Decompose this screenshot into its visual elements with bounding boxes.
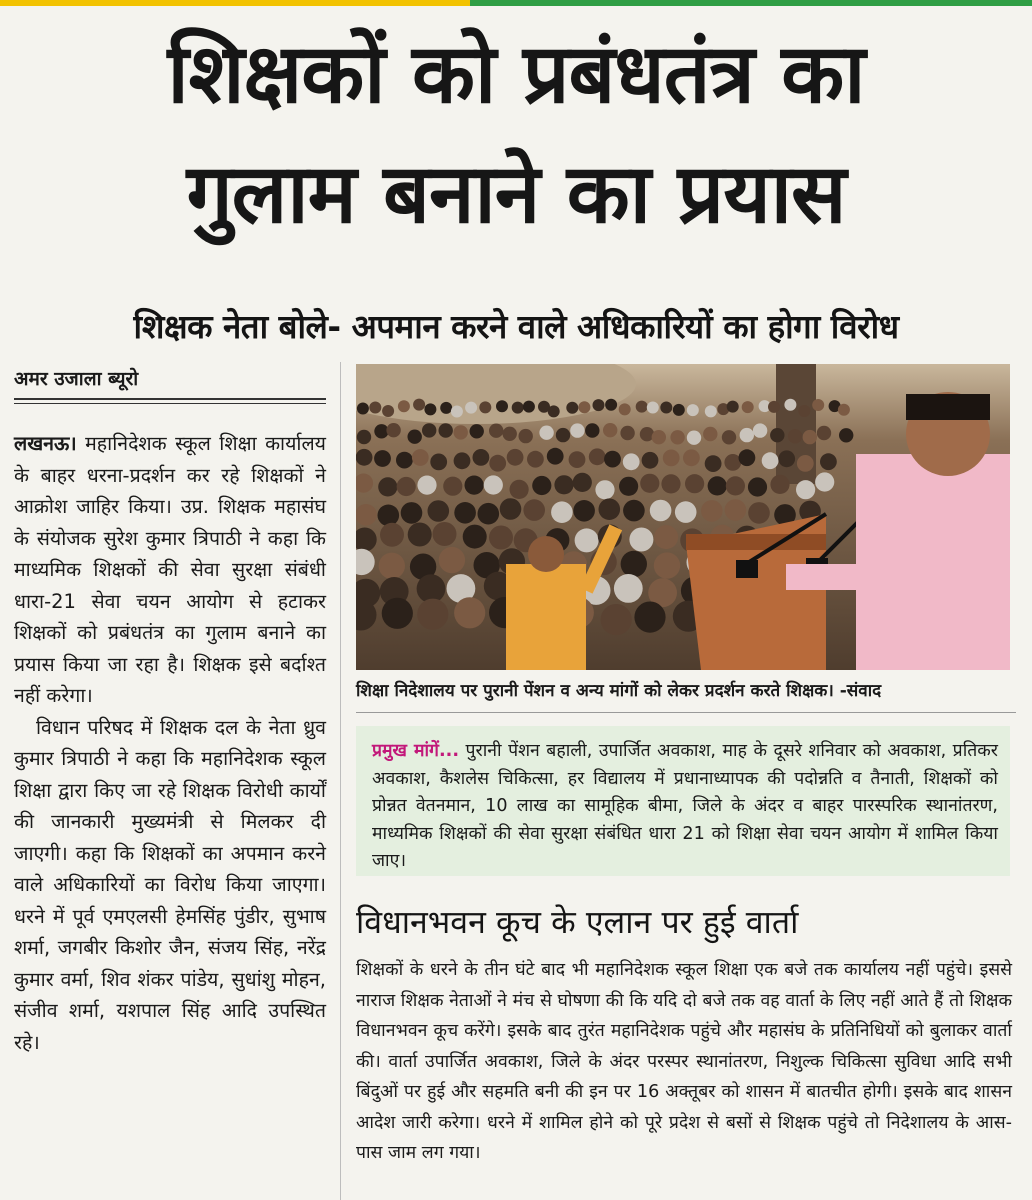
- right-subheading: विधानभवन कूच के एलान पर हुई वार्ता: [356, 903, 799, 941]
- demands-box: [356, 726, 1010, 876]
- demands-label: प्रमुख मांगें...: [372, 741, 459, 761]
- photo-caption: शिक्षा निदेशालय पर पुरानी पेंशन व अन्य मांगों को लेकर प्रदर्शन करते शिक्षक। -संवाद: [356, 681, 882, 701]
- byline: अमर उजाला ब्यूरो: [14, 368, 139, 390]
- dateline: लखनऊ।: [14, 432, 77, 455]
- right-paragraph: शिक्षकों के धरने के तीन घंटे बाद भी महानिदेशक स्कूल शिक्षा एक बजे तक कार्यालय नहीं पहुंचे। इससे नाराज शिक्षक नेताओं ने मंच से घोषणा की कि यदि दो बजे तक वह वार्ता के लिए नहीं आते हैं तो शिक्षक विधानभवन कूच करेंगे। इसके बाद तुरंत महानिदेशक पहुंचे और महासंघ के प्रतिनिधियों को बुलाकर वार्ता की। वार्ता उपार्जित अवकाश, जिले के अंदर परस्पर स्थानांतरण, निशुल्क चिकित्सा सुविधा आदि सभी बिंदुओं पर हुई और सहमति बनी की इन पर 16 अक्तूबर को शासन में बातचीत होगी। इसके बाद शासन आदेश जारी करेगा। धरने में शामिल होने को पूरे प्रदेश से बसों से शिक्षक पहुंचे तो निदेशालय के आस-पास जाम लग गया।: [356, 960, 1012, 1163]
- byline-rule: [14, 398, 326, 400]
- top-color-bar: [0, 0, 1032, 6]
- right-article-body: [356, 955, 1012, 1169]
- column-divider: [340, 362, 341, 1200]
- subheadline: शिक्षक नेता बोले- अपमान करने वाले अधिकारियों का होगा विरोध: [133, 307, 899, 346]
- demands-text: पुरानी पेंशन बहाली, उपार्जित अवकाश, माह के दूसरे शनिवार को अवकाश, प्रतिकर अवकाश, कैशलेस चिकित्सा, हर विद्यालय में प्रधानाध्यापक की पदोन्नति व तैनाती, शिक्षकों को प्रोन्नत वेतनमान, 10 लाख का सामूहिक बीमा, जिले के अंदर व बाहर पारस्परिक स्थानांतरण, माध्यमिक शिक्षकों की सेवा सुरक्षा संबंधित धारा 21 को शिक्षा सेवा चयन आयोग में शामिल किया जाए।: [372, 741, 998, 871]
- left-paragraph-1-text: महानिदेशक स्कूल शिक्षा कार्यालय के बाहर धरना-प्रदर्शन कर रहे शिक्षकों ने आक्रोश जाहिर किया। उप्र. शिक्षक महासंघ के संयोजक सुरेश कुमार त्रिपाठी ने कहा कि माध्यमिक शिक्षकों की सेवा सुरक्षा संबंधी धारा-21 सेवा चयन आयोग से हटाकर शिक्षकों को प्रबंधतंत्र का गुलाम बनाने का प्रयास किया जा रहा है। शिक्षक इसे बर्दाश्त नहीं करेगा।: [14, 432, 326, 707]
- left-article-column: [14, 428, 326, 1058]
- headline-line-2: गुलाम बनाने का प्रयास: [186, 147, 846, 242]
- left-paragraph-1: [14, 428, 326, 712]
- headline-line-1: शिक्षकों को प्रबंधतंत्र का: [167, 27, 865, 122]
- byline-rule-thin: [14, 403, 326, 404]
- left-paragraph-2: विधान परिषद में शिक्षक दल के नेता ध्रुव कुमार त्रिपाठी ने कहा कि महानिदेशक स्कूल शिक्षा द्वारा किए जा रहे शिक्षक विरोधी कार्यों की जानकारी मुख्यमंत्री से मिलकर दी जाएगी। कहा कि शिक्षकों का अपमान करने वाले अधिकारियों का विरोध किया जाएगा। धरने में पूर्व एमएलसी हेमसिंह पुंडीर, सुभाष शर्मा, जगबीर किशोर जैन, संजय सिंह, नरेंद्र कुमार वर्मा, शिव शंकर पांडेय, सुधांशु मोहन, संजीव शर्मा, यशपाल सिंह आदि उपस्थित रहे।: [14, 715, 326, 1054]
- top-bar-yellow: [0, 0, 470, 6]
- protest-photo: [356, 364, 1010, 670]
- caption-rule: [356, 712, 1016, 713]
- top-bar-green: [470, 0, 1032, 6]
